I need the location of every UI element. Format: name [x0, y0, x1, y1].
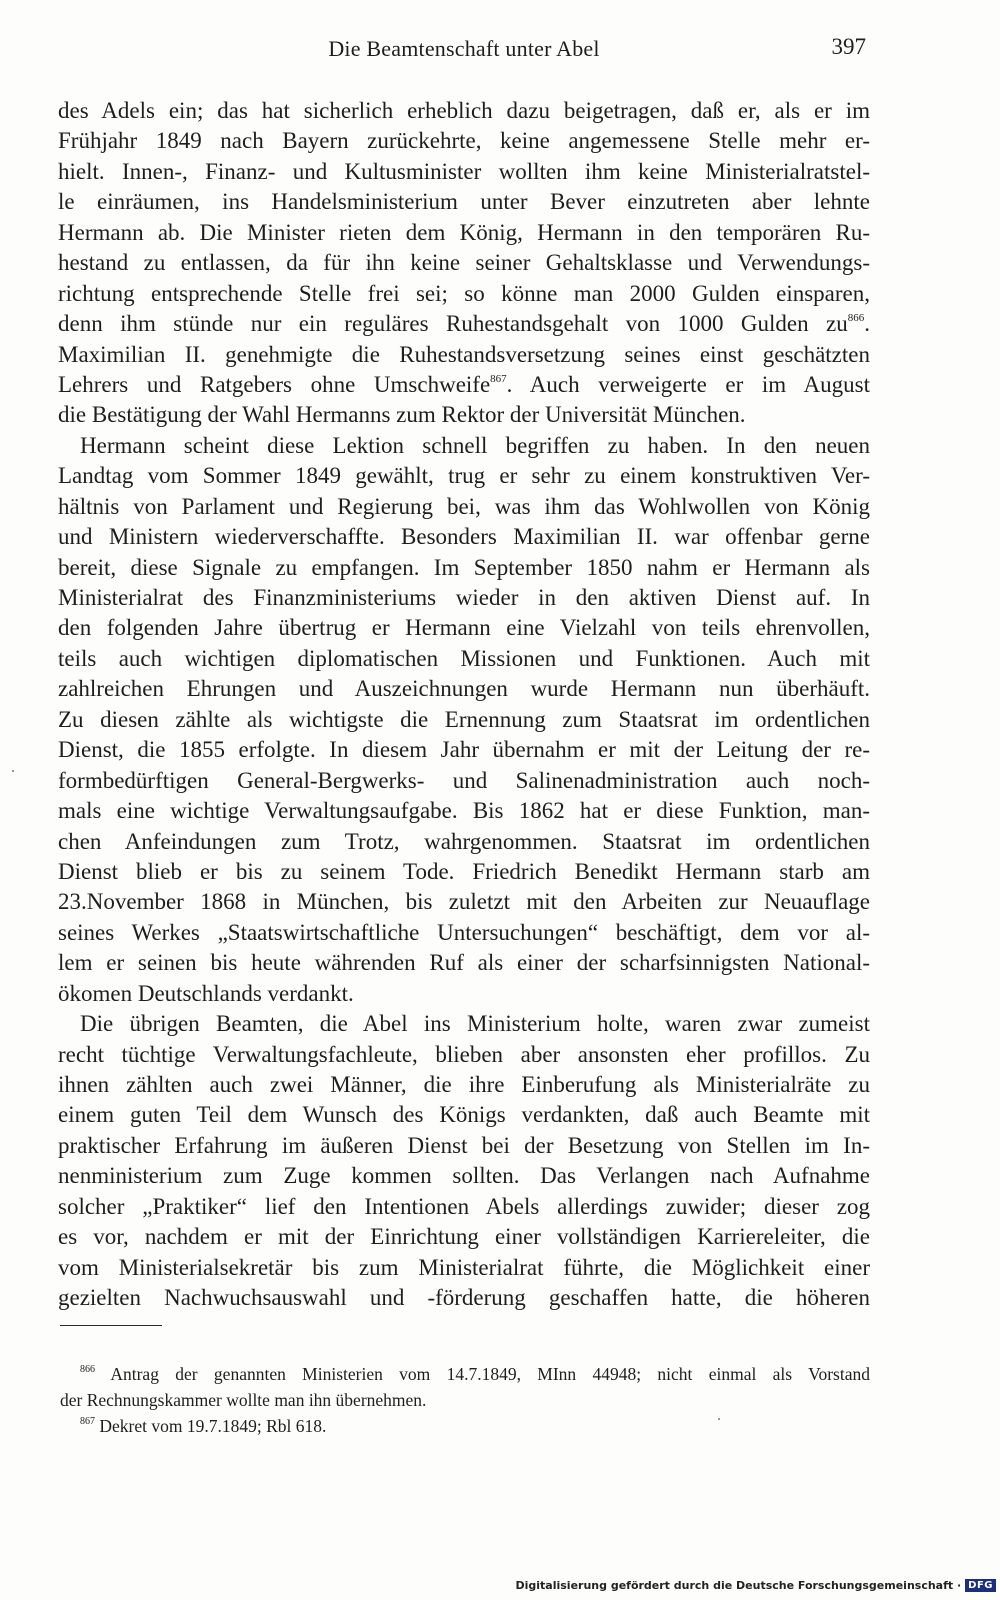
footnote-ref-866[interactable]: 866 [847, 312, 865, 325]
text-line: teils auch wichtigen diplomatischen Missionen und Funktionen. Auch mit [58, 645, 870, 671]
text-line: Dienst, die 1855 erfolgte. In diesem Jahr übernahm er mit der Leitung der re- [58, 737, 870, 763]
line-continuation: . Auch verweigerte er im August [506, 371, 870, 397]
text-line: chen Anfeindungen zum Trotz, wahrgenommen. Staatsrat im ordentlichen [58, 828, 870, 854]
running-header [60, 36, 868, 68]
text-line: gezielten Nachwuchsauswahl und -förderung geschaffen hatte, die höheren [58, 1285, 870, 1311]
text-line: des Adels ein; das hat sicherlich erheblich dazu beigetragen, daß er, als er im [58, 98, 870, 123]
text-line: mals eine wichtige Verwaltungsaufgabe. Bis 1862 hat er diese Funktion, man- [58, 798, 870, 824]
text-line: recht tüchtige Verwaltungsfachleute, blieben aber ansonsten eher profillos. Zu [58, 1041, 870, 1067]
line-punctuation: . [864, 311, 870, 337]
text-line: ökomen Deutschlands verdankt. [58, 980, 354, 1006]
text-line: zahlreichen Ehrungen und Auszeichnungen wurde Hermann nun überhäuft. [58, 676, 870, 702]
running-title: Die Beamtenschaft unter Abel [328, 36, 600, 61]
text-line: Frühjahr 1849 nach Bayern zurückehrte, keine angemessene Stelle mehr er- [58, 128, 870, 154]
text-line: den folgenden Jahre übertrug er Hermann eine Vielzahl von teils ehrenvollen, [58, 615, 870, 641]
footnote-866-continuation: der Rechnungskammer wollte man ihn übernehmen. [60, 1390, 427, 1410]
text-line: bereit, diese Signale zu empfangen. Im September 1850 nahm er Hermann als [58, 554, 870, 580]
text-line: nenministerium zum Zuge kommen sollten. Das Verlangen nach Aufnahme [58, 1163, 870, 1189]
text-line: einem guten Teil dem Wunsch des Königs verdankten, daß auch Beamte mit [58, 1102, 870, 1128]
text-line: le einräumen, ins Handelsministerium unter Bever einzutreten aber lehnte [58, 189, 870, 215]
text-line: richtung entsprechende Stelle frei sei; so könne man 2000 Gulden einsparen, [58, 280, 870, 306]
footnote-ref-867[interactable]: 867 [490, 372, 507, 385]
text-line: hielt. Innen-, Finanz- und Kultusminister wollten ihm keine Ministerialratstel- [58, 158, 870, 184]
text-line: Maximilian II. genehmigte die Ruhestandsversetzung seines einst geschätzten [58, 341, 870, 367]
text-line: formbedürftigen General-Bergwerks- und Salinenadministration auch noch- [58, 767, 870, 793]
text-line: es vor, nachdem er mit der Einrichtung einer vollständigen Karriereleiter, die [58, 1224, 870, 1250]
text-line: solcher „Praktiker“ lief den Intentionen Abels allerdings zuwider; dieser zog [58, 1193, 870, 1219]
text-line: ihnen zählten auch zwei Männer, die ihre Einberufung als Ministerialräte zu [58, 1072, 870, 1097]
digitization-credit [515, 1576, 996, 1594]
text-line: Ministerialrat des Finanzministeriums wieder in den aktiven Dienst auf. In [58, 585, 870, 610]
footnote-text: Antrag der genannten Ministerien vom 14.7.1849, MInn 44948; nicht einmal als Vorstand [110, 1364, 870, 1384]
footnote-divider [60, 1325, 162, 1326]
text-line: Zu diesen zählte als wichtigste die Ernennung zum Staatsrat im ordentlichen [58, 706, 870, 732]
text-line: und Ministern wiederverschaffte. Besonders Maximilian II. war offenbar gerne [58, 524, 870, 550]
line-text: denn ihm stünde nur ein reguläres Ruhestandsgehalt von 1000 Gulden zu [58, 311, 848, 337]
scan-speck [718, 1418, 720, 1420]
text-line: Dienst blieb er bis zu seinem Tode. Friedrich Benedikt Hermann starb am [58, 858, 870, 884]
text-line: Hermann scheint diese Lektion schnell begriffen zu haben. In den neuen [80, 432, 870, 458]
text-line: praktischer Erfahrung im äußeren Dienst bei der Besetzung von Stellen im In- [58, 1132, 870, 1158]
text-line: Die übrigen Beamten, die Abel ins Ministerium holte, waren zwar zumeist [80, 1011, 870, 1037]
page-number: 397 [831, 34, 866, 59]
credit-text: Digitalisierung gefördert durch die Deutsche Forschungsgemeinschaft · [515, 1578, 962, 1592]
text-line: lem er seinen bis heute währenden Ruf als einer der scharfsinnigsten National- [58, 950, 870, 976]
body-text [58, 96, 870, 1314]
text-line: 23.November 1868 in München, bis zuletzt mit den Arbeiten zur Neuauflage [58, 889, 870, 915]
footnotes [60, 1361, 870, 1439]
dfg-logo: DFG [965, 1579, 996, 1592]
text-line [58, 370, 870, 400]
text-line [58, 309, 870, 339]
footnote-number: 866 [80, 1364, 95, 1375]
footnote-867 [60, 1413, 870, 1439]
text-line: Landtag vom Sommer 1849 gewählt, trug er sehr zu einem konstruktiven Ver- [58, 463, 870, 489]
text-line: Hermann ab. Die Minister rieten dem König, Hermann in den temporären Ru- [58, 219, 870, 245]
footnote-number: 867 [80, 1416, 95, 1427]
text-line: vom Ministerialsekretär bis zum Ministerialrat führte, die Möglichkeit einer [58, 1254, 870, 1280]
text-line: die Bestätigung der Wahl Hermanns zum Rektor der Universität München. [58, 402, 746, 428]
text-line: hältnis von Parlament und Regierung bei, was ihm das Wohlwollen von König [58, 493, 870, 519]
scan-speck [12, 770, 14, 772]
footnote-866 [60, 1361, 870, 1387]
footnote-text: Dekret vom 19.7.1849; Rbl 618. [99, 1416, 327, 1436]
text-line: seines Werkes „Staatswirtschaftliche Untersuchungen“ beschäftigt, dem vor al- [58, 919, 870, 945]
line-text: Lehrers und Ratgebers ohne Umschweife [58, 371, 491, 397]
text-line: hestand zu entlassen, da für ihn keine seiner Gehaltsklasse und Verwendungs- [58, 250, 870, 276]
